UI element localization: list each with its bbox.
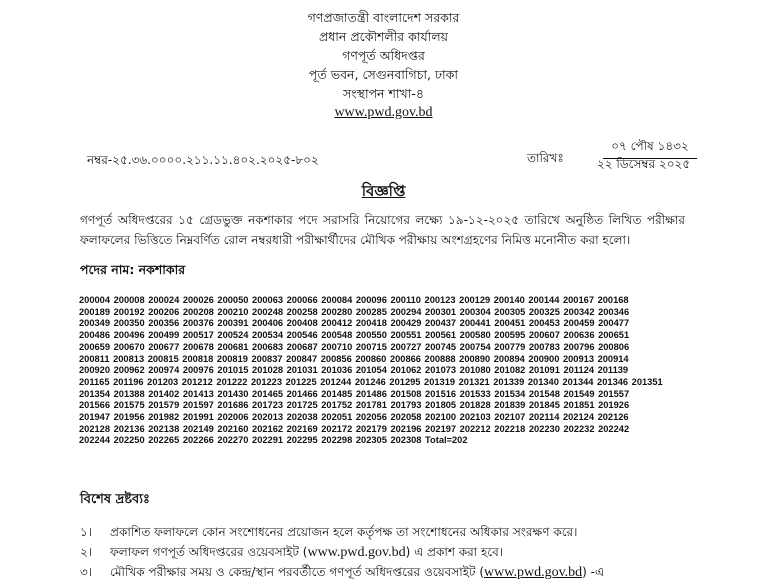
roll-line: 200486 200496 200499 200517 200524 200534 200546 200548 200550 200551 200561 200580 200595 200607 200636 200651 (79, 330, 630, 341)
special-notes-title: বিশেষ দ্রষ্টব্যঃ (80, 492, 150, 507)
memo-number: নম্বর-২৫.৩৬.০০০০.২১১.১১.৪০২.২০২৫-৮০২ (87, 153, 319, 167)
note-text (110, 542, 503, 563)
notice-title-text: বিজ্ঞপ্তি (361, 182, 406, 200)
department-name: গণপূর্ত অধিদপ্তর (342, 48, 425, 63)
note-text-pre: ফলাফল গণপূর্ত অধিদপ্তরের ওয়েবসাইট ( (110, 545, 308, 559)
date-english: ২২ ডিসেম্বর ২০২৫ (597, 157, 691, 171)
note-website-link[interactable]: www.pwd.gov.bd (484, 565, 583, 580)
website-link[interactable]: www.pwd.gov.bd (334, 105, 433, 120)
note-number: ৩। (80, 565, 93, 579)
roll-line: 200659 200670 200677 200678 200681 200683 200687 200710 200715 200727 200745 200754 200779 200783 200796 200806 (79, 341, 630, 352)
office-address: পূর্ত ভবন, সেগুনবাগিচা, ঢাকা (308, 67, 459, 82)
note-number: ২। (80, 545, 93, 559)
roll-line: 200189 200192 200206 200208 200210 200248 200258 200280 200285 200294 200301 200304 200305 200325 200342 200346 (79, 306, 630, 317)
note-number: ১। (80, 525, 93, 539)
roll-line: 200349 200350 200356 200376 200391 200406 200408 200412 200418 200429 200437 200441 200451 200453 200459 200477 (79, 318, 630, 329)
roll-line: 200811 200813 200815 200818 200819 200837 200847 200856 200860 200866 200888 200890 200894 200900 200913 200914 (79, 353, 629, 364)
note-item (80, 522, 700, 542)
roll-line: 200920 200962 200974 200976 201015 201028 201031 201036 201054 201062 201073 201080 201082 201091 201124 201139 (79, 365, 629, 376)
special-notes-list (80, 522, 700, 582)
roll-line: 202244 202250 202265 202266 202270 202291 202295 202298 202305 202308 Total=202 (79, 435, 468, 446)
date-bangla: ০৭ পৌষ ১৪৩২ (603, 138, 697, 159)
roll-line: 200004 200008 200024 200026 200050 200063 200066 200084 200096 200110 200123 200129 200140 200144 200167 200168 (79, 295, 629, 305)
note-text-post: ) -এ (582, 565, 605, 579)
note-item (80, 562, 700, 582)
note-text: প্রকাশিত ফলাফলে কোন সংশোধনের প্রয়োজন হলে কর্তৃপক্ষ তা সংশোধনের অধিকার সংরক্ষণ করে। (110, 525, 578, 539)
roll-line: 201354 201388 201402 201413 201430 201465 201466 201485 201486 201508 201516 201533 201534 201548 201549 201557 (79, 388, 630, 399)
note-text-post: ) এ প্রকাশ করা হবে। (405, 545, 504, 559)
notice-intro: গণপূর্ত অধিদপ্তরের ১৫ গ্রেডভুক্ত নকশাকার পদে সরাসরি নিয়োগের লক্ষ্যে ১৯-১২-২০২৫ তারিখে অনুষ্ঠিত লিখিত পরীক্ষার ফলাফলের ভিত্তিতে নিম্নবর্ণিত রোল নম্বরধারী পরীক্ষার্থীদের মৌখিক পরীক্ষায় অংশগ্রহণের নিমিত্ত মনোনীত করা হলো। (80, 213, 685, 247)
roll-line: 201566 201575 201579 201597 201686 201723 201725 201752 201781 201793 201805 201828 201839 201845 201851 201926 (79, 400, 630, 411)
roll-number-list (79, 295, 689, 447)
note-text-pre: মৌখিক পরীক্ষার সময় ও কেন্দ্র/স্থান পরবর্তীতে গণপূর্ত অধিদপ্তরের ওয়েবসাইট ( (110, 565, 485, 579)
office-header (0, 8, 767, 122)
note-website-link[interactable]: www.pwd.gov.bd (307, 545, 406, 560)
date-label: তারিখঃ (527, 151, 564, 165)
roll-line: 201165 201196 201203 201212 201222 201223 201225 201244 201246 201295 201319 201321 201339 201340 201344 201346 201351 (79, 376, 663, 387)
roll-line: 201947 201956 201982 201991 202006 202013 202038 202051 202056 202058 202100 202103 202107 202114 202124 202126 (79, 412, 629, 423)
post-name: পদের নাম: নকশাকার (80, 262, 186, 277)
notice-title (0, 180, 767, 205)
section-name: সংস্থাপন শাখা-৪ (343, 86, 424, 101)
note-item (80, 542, 700, 562)
office-name: প্রধান প্রকৌশলীর কার্যালয় (318, 29, 449, 44)
roll-line: 202128 202136 202138 202149 202160 202162 202169 202172 202179 202196 202197 202212 202218 202230 202232 202242 (79, 423, 630, 434)
govt-name: গণপ্রজাতন্ত্রী বাংলাদেশ সরকার (307, 10, 460, 25)
note-text (110, 562, 604, 583)
